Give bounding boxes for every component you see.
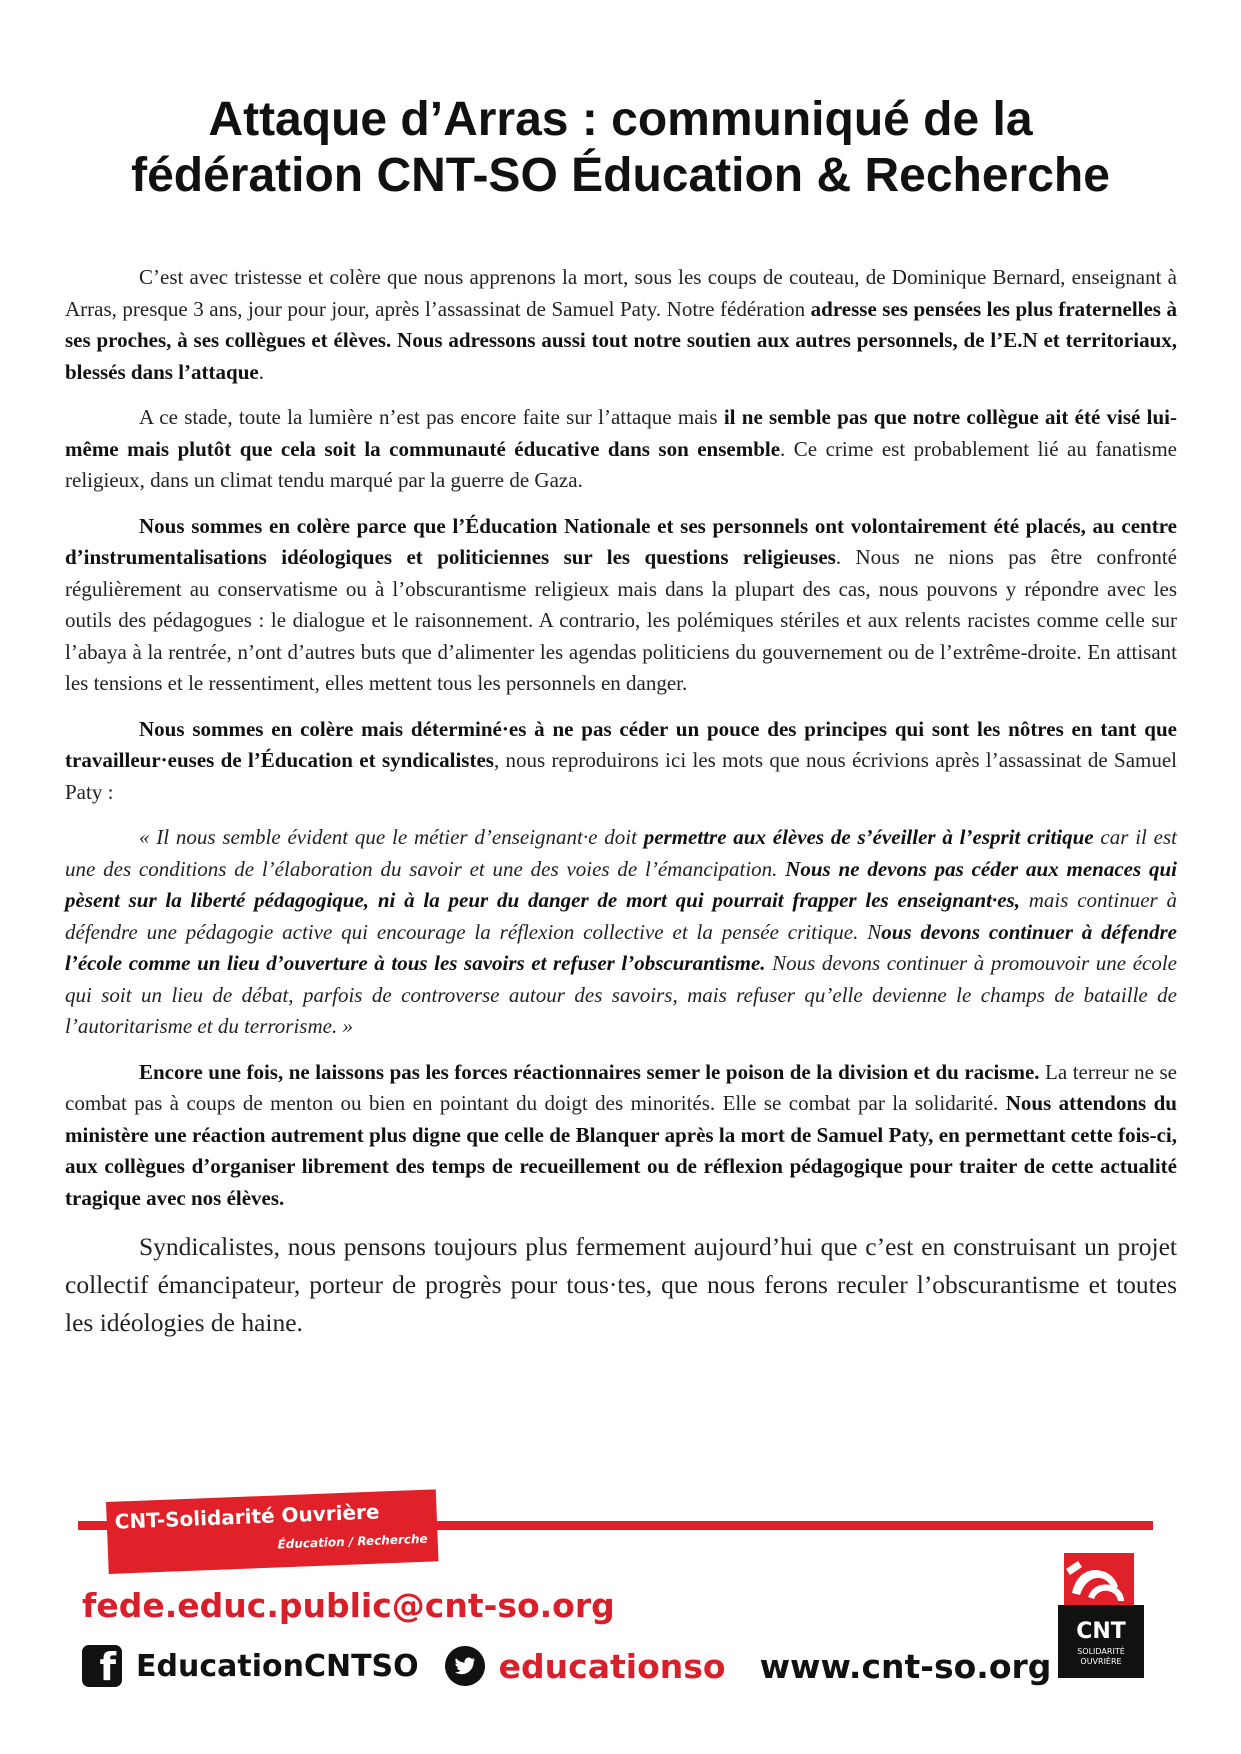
social-links	[82, 1642, 1051, 1690]
logo-name: CNT	[1076, 1619, 1126, 1644]
quote-bold: Nous ne devons pas céder aux menaces qui pèsent sur la liberté pédagogique, ni à la peur du danger de mort qui pourrait frapper les enseignant·es,	[65, 856, 1177, 912]
logo-sub-2: OUVRIÈRE	[1080, 1657, 1122, 1666]
paragraph-bold: il ne semble pas que notre collègue ait été visé lui-même mais plutôt que cela soit la communauté éducative dans son ensemble	[65, 405, 1177, 461]
quote-text: « Il nous semble évident que le métier d’enseignant·e doit	[139, 825, 644, 849]
facebook-icon	[82, 1645, 122, 1687]
paragraph-text: A ce stade, toute la lumière n’est pas encore faite sur l’attaque mais	[139, 405, 724, 429]
paragraph-text: C’est avec tristesse et colère que nous apprenons la mort, sous les coups de couteau, de Dominique Bernard, enseignant à Arras, presque 3 ans, jour pour jour, après l’assassinat de Samuel Paty. Notre fédération	[65, 265, 1177, 321]
organization-banner	[106, 1489, 439, 1574]
quote-text: Nous devons continuer à promouvoir une école qui soit un lieu de débat, parfois de controverse autour des savoirs, mais refuser qu’elle devienne le champs de bataille de l’autoritarisme et du terrorisme. »	[65, 951, 1177, 1038]
paragraph-text: . Nous ne nions pas être confronté régulièrement au conservatisme ou à l’obscurantisme religieux mais dans la plupart des cas, nous pouvons y répondre avec les outils des pédagogues : le dialogue et le raisonnement. A contrario, les polémiques stériles et aux relents racistes comme celle sur l’abaya à la rentrée, n’ont d’autres buts que d’alimenter les agendas politiciens du gouvernement ou de l’extrême-droite. En attisant les tensions et le ressentiment, elles mettent tous les personnels en danger.	[65, 545, 1177, 695]
paragraph-text: La terreur ne se combat pas à coups de menton ou bien en pointant du doigt des minorités. Elle se combat par la solidarité.	[65, 1059, 1177, 1115]
article-body	[65, 262, 1177, 1356]
quote-text: car il est une des conditions de l’élaboration du savoir et une des voies de l’émancipation.	[65, 825, 1177, 881]
paragraph-5	[65, 1057, 1177, 1215]
twitter-icon	[445, 1646, 485, 1686]
banner-organization-name: CNT-Solidarité Ouvrière	[114, 1499, 380, 1534]
title-line-1: Attaque d’Arras : communiqué de la	[208, 93, 1033, 146]
facebook-glyph: f	[99, 1645, 116, 1689]
quote-paragraph	[65, 822, 1177, 1043]
quote-bold: ous devons continuer à défendre l’école comme un lieu d’ouverture à tous les savoirs et refuser l’obscurantisme.	[65, 919, 1177, 975]
website-link[interactable]: www.cnt-so.org	[759, 1646, 1052, 1686]
title-line-2: fédération CNT-SO Éducation & Recherche	[131, 149, 1110, 202]
paragraph-bold: adresse ses pensées les plus fraternelles à ses proches, à ses collègues et élèves. Nous adressons aussi tout notre soutien aux autres personnels, de l’E.N et territoriaux, blessés dans l’attaque	[65, 296, 1177, 384]
quote-bold: permettre aux élèves de s’éveiller à l’esprit critique	[643, 825, 1094, 849]
paragraph-text: . Ce crime est probablement lié au fanatisme religieux, dans un climat tendu marqué par la guerre de Gaza.	[65, 436, 1177, 492]
twitter-handle[interactable]: educationso	[498, 1646, 726, 1686]
facebook-handle[interactable]: EducationCNTSO	[136, 1648, 419, 1684]
quote-text: mais continuer à défendre une pédagogie active qui encourage la réflexion collective et la pensée critique. N	[65, 888, 1177, 944]
page-title	[60, 92, 1181, 204]
paragraph-4	[65, 714, 1177, 809]
paragraph-3	[65, 511, 1177, 700]
paragraph-2	[65, 402, 1177, 497]
contact-email[interactable]: fede.educ.public@cnt-so.org	[82, 1586, 615, 1625]
paragraph-text: .	[258, 359, 264, 384]
paragraph-bold: Encore une fois, ne laissons pas les forces réactionnaires semer le poison de la division et du racisme.	[139, 1059, 1040, 1084]
cnt-logo	[1058, 1553, 1144, 1678]
paragraph-bold: Nous sommes en colère mais déterminé·es à ne pas céder un pouce des principes qui sont les nôtres en tant que travailleur·euses de l’Éducation et syndicalistes	[65, 716, 1177, 772]
paragraph-bold: Nous attendons du ministère une réaction autrement plus digne que celle de Blanquer après la mort de Samuel Paty, en permettant cette fois-ci, aux collègues d’organiser librement des temps de recueillement ou de réflexion pédagogique pour traiter de cette actualité tragique avec nos élèves.	[65, 1091, 1177, 1210]
logo-sub-1: SOLIDARITÉ	[1077, 1647, 1125, 1656]
paragraph-text: Syndicalistes, nous pensons toujours plus fermement aujourd’hui que c’est en construisant un projet collectif émancipateur, porteur de progrès pour tous·tes, que nous ferons reculer l’obscurantisme et toutes les idéologies de haine.	[65, 1232, 1177, 1337]
paragraph-6	[65, 1228, 1177, 1342]
banner-subtitle: Éducation / Recherche	[277, 1531, 428, 1552]
paragraph-text: , nous reproduirons ici les mots que nous écrivions après l’assassinat de Samuel Paty :	[65, 748, 1178, 804]
paragraph-bold: Nous sommes en colère parce que l’Éducation Nationale et ses personnels ont volontairement été placés, au centre d’instrumentalisations idéologiques et politiciennes sur les questions religieuses	[65, 513, 1177, 569]
paragraph-1	[65, 262, 1177, 388]
